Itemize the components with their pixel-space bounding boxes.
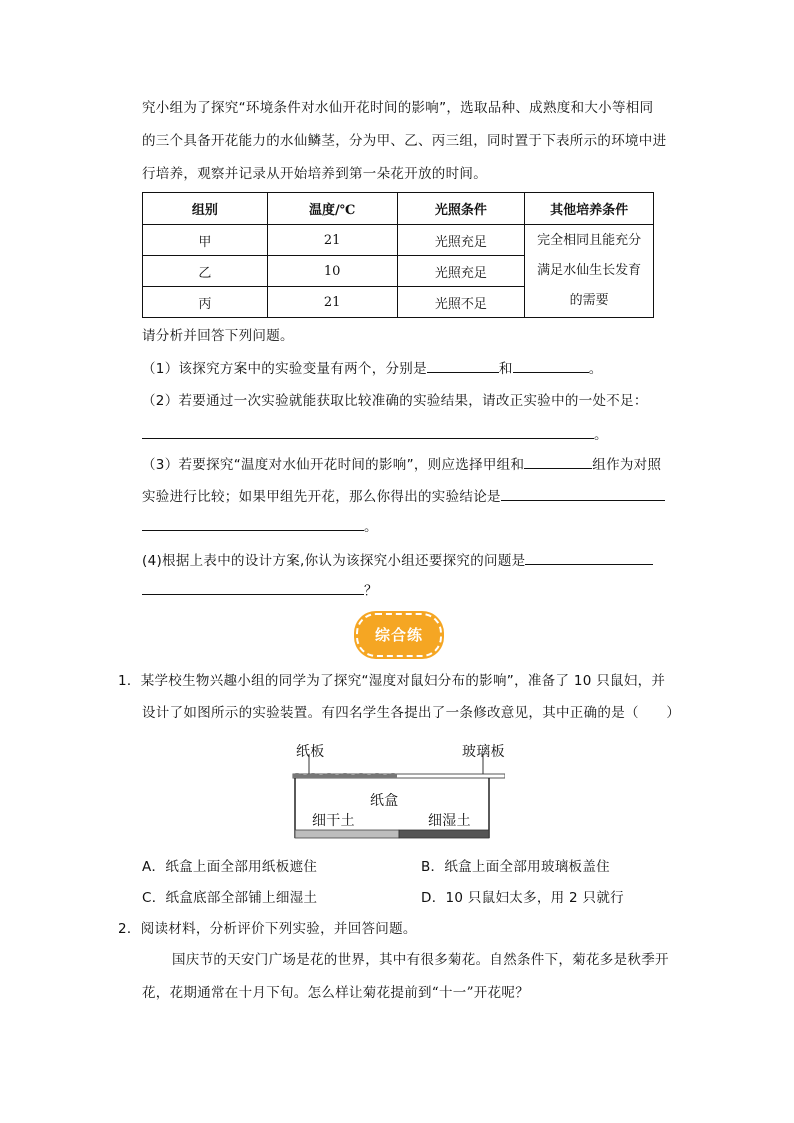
merged-line: 的需要 bbox=[569, 293, 609, 308]
label-wet-soil: 细湿土 bbox=[428, 813, 471, 829]
table-merged-cell bbox=[525, 225, 654, 318]
question-2: （2）若要通过一次实验就能获取比较准确的实验结果，请改正实验中的一处不足： bbox=[142, 393, 648, 409]
dry-soil bbox=[295, 830, 399, 838]
intro-line-2: 的三个具备开花能力的水仙鳞茎，分为甲、乙、丙三组，同时置于下表所示的环境中进 bbox=[142, 133, 667, 149]
q4-text: (4)根据上表中的设计方案,你认为该探究小组还要探究的问题是 bbox=[142, 553, 526, 569]
answer-blank[interactable] bbox=[525, 550, 653, 565]
option-d[interactable]: D．10 只鼠妇太多，用 2 只就行 bbox=[421, 890, 624, 906]
question-3-line-3 bbox=[142, 516, 378, 537]
question-3-line-2 bbox=[142, 486, 665, 507]
table-cell: 光照充足 bbox=[397, 256, 525, 287]
answer-blank[interactable] bbox=[427, 358, 499, 373]
table-cell: 丙 bbox=[143, 287, 268, 318]
table-header-row bbox=[143, 193, 654, 225]
answer-blank[interactable] bbox=[524, 454, 592, 469]
label-dry-soil: 细干土 bbox=[312, 813, 355, 829]
table-cell: 光照充足 bbox=[397, 225, 525, 256]
label-paper-box: 纸盒 bbox=[370, 793, 399, 809]
table-cell: 21 bbox=[267, 287, 397, 318]
merged-line: 完全相同且能充分 bbox=[537, 233, 642, 248]
material-line-1: 国庆节的天安门广场是花的世界，其中有很多菊花。自然条件下，菊花多是秋季开 bbox=[172, 952, 669, 968]
wet-soil bbox=[399, 830, 489, 838]
intro-line-1: 究小组为了探究“环境条件对水仙开花时间的影响”，选取品种、成熟度和大小等相同 bbox=[142, 100, 654, 116]
q3-text-b: 组作为对照 bbox=[592, 457, 662, 473]
merged-line: 满足水仙生长发育 bbox=[537, 263, 642, 278]
question-3 bbox=[142, 454, 661, 475]
prompt-text: 请分析并回答下列问题。 bbox=[142, 328, 294, 344]
section-badge: 综合练 bbox=[356, 613, 442, 657]
q3-text-c: 实验进行比较；如果甲组先开花，那么你得出的实验结论是 bbox=[142, 489, 501, 505]
q3-end: 。 bbox=[364, 519, 378, 535]
material-line-2: 花，花期通常在十月下旬。怎么样让菊花提前到“十一”开花呢？ bbox=[142, 985, 530, 1001]
q1-and: 和 bbox=[498, 361, 513, 377]
answer-blank[interactable] bbox=[142, 580, 364, 595]
q1-end: 。 bbox=[588, 361, 603, 377]
table-cell: 光照不足 bbox=[397, 287, 525, 318]
table-header-cell: 组别 bbox=[143, 193, 268, 225]
question-4-line-2 bbox=[142, 580, 378, 601]
table-cell: 乙 bbox=[143, 256, 268, 287]
answer-blank[interactable] bbox=[501, 486, 665, 501]
option-b[interactable]: B．纸盒上面全部用玻璃板盖住 bbox=[421, 859, 610, 875]
table-cell: 21 bbox=[267, 225, 397, 256]
table-header-cell: 光照条件 bbox=[397, 193, 525, 225]
table-header-cell: 温度/℃ bbox=[267, 193, 397, 225]
question-2-answer-line bbox=[142, 424, 608, 445]
answer-blank[interactable] bbox=[142, 516, 364, 531]
problem-1-line-1: 1．某学校生物兴趣小组的同学为了探究“湿度对鼠妇分布的影响”，准备了 10 只鼠妇，并 bbox=[118, 673, 666, 689]
q3-text: （3）若要探究“温度对水仙开花时间的影响”，则应选择甲组和 bbox=[142, 457, 525, 473]
option-c[interactable]: C．纸盒底部全部铺上细湿土 bbox=[142, 890, 318, 906]
problem-1-line-2: 设计了如图所示的实验装置。有四名学生各提出了一条修改意见，其中正确的是（ ） bbox=[142, 705, 681, 721]
table-cell: 甲 bbox=[143, 225, 268, 256]
intro-line-3: 行培养，观察并记录从开始培养到第一朵花开放的时间。 bbox=[142, 166, 487, 182]
table-header-cell: 其他培养条件 bbox=[525, 193, 654, 225]
q4-end: ？ bbox=[364, 583, 378, 599]
table-row bbox=[143, 225, 654, 256]
label-glass-plate: 玻璃板 bbox=[462, 744, 505, 760]
table-cell: 10 bbox=[267, 256, 397, 287]
q1-text: （1）该探究方案中的实验变量有两个，分别是 bbox=[142, 361, 427, 377]
answer-blank[interactable] bbox=[142, 424, 594, 439]
answer-blank[interactable] bbox=[513, 358, 589, 373]
conditions-table bbox=[142, 192, 654, 318]
option-a[interactable]: A．纸盒上面全部用纸板遮住 bbox=[142, 859, 318, 875]
question-1 bbox=[142, 358, 603, 379]
label-paper-board: 纸板 bbox=[296, 744, 325, 760]
q2-end: 。 bbox=[594, 427, 608, 443]
problem-2-line-1: 2．阅读材料，分析评价下列实验，并回答问题。 bbox=[118, 921, 417, 937]
question-4 bbox=[142, 550, 653, 571]
